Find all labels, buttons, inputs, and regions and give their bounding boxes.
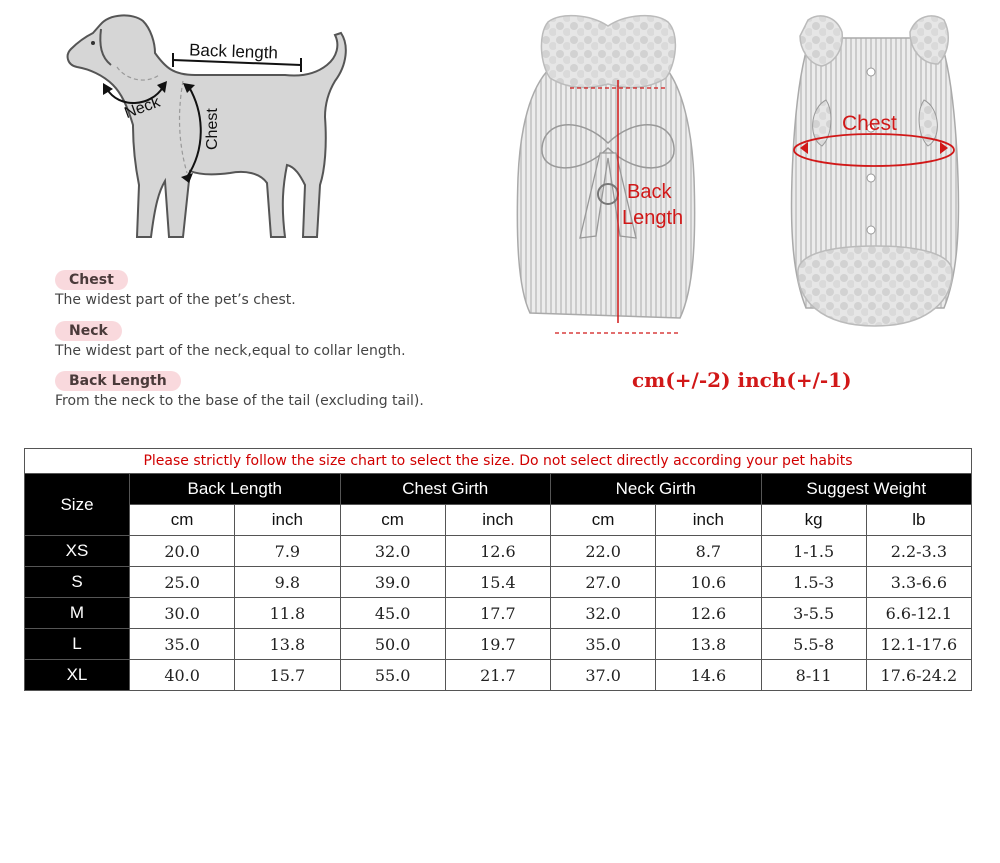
coat-front-collar: [541, 16, 675, 88]
coat-button: [867, 174, 875, 182]
table-cell: 32.0: [340, 536, 445, 567]
table-cell: 14.6: [656, 660, 761, 691]
garment-chest-label: Chest: [842, 112, 897, 135]
unit-header: lb: [866, 505, 971, 536]
table-cell: 50.0: [340, 629, 445, 660]
measurement-tolerance: cm(+/-2) inch(+/-1): [632, 368, 852, 392]
dog-measurement-diagram: [55, 5, 355, 250]
table-cell: 12.6: [656, 598, 761, 629]
size-cell: XS: [25, 536, 130, 567]
size-chart-notice: Please strictly follow the size chart to select the size. Do not select directly according your pet habits: [25, 449, 972, 474]
table-cell: 20.0: [130, 536, 235, 567]
table-cell: 8-11: [761, 660, 866, 691]
table-cell: 12.1-17.6: [866, 629, 971, 660]
table-cell: 27.0: [551, 567, 656, 598]
note-label-back-length: Back Length: [55, 371, 181, 391]
note-label-neck: Neck: [55, 321, 122, 341]
table-cell: 45.0: [340, 598, 445, 629]
table-cell: 30.0: [130, 598, 235, 629]
size-cell: L: [25, 629, 130, 660]
table-cell: 21.7: [445, 660, 550, 691]
table-cell: 15.7: [235, 660, 340, 691]
table-cell: 11.8: [235, 598, 340, 629]
unit-header: cm: [340, 505, 445, 536]
table-cell: 55.0: [340, 660, 445, 691]
size-chart-table: [24, 448, 972, 691]
notice-row: [25, 449, 972, 474]
table-cell: 19.7: [445, 629, 550, 660]
table-cell: 13.8: [656, 629, 761, 660]
unit-header: kg: [761, 505, 866, 536]
note-text-neck: The widest part of the neck,equal to collar length.: [55, 343, 406, 359]
group-header-suggest-weight: Suggest Weight: [761, 474, 972, 505]
table-cell: 35.0: [551, 629, 656, 660]
table-cell: 7.9: [235, 536, 340, 567]
unit-header: cm: [130, 505, 235, 536]
table-row: [25, 567, 972, 598]
header-row-groups: [25, 474, 972, 505]
table-cell: 40.0: [130, 660, 235, 691]
table-cell: 6.6-12.1: [866, 598, 971, 629]
group-header-back-length: Back Length: [130, 474, 341, 505]
size-cell: M: [25, 598, 130, 629]
group-header-chest-girth: Chest Girth: [340, 474, 551, 505]
table-cell: 5.5-8: [761, 629, 866, 660]
table-cell: 8.7: [656, 536, 761, 567]
table-row: [25, 598, 972, 629]
table-cell: 3.3-6.6: [866, 567, 971, 598]
size-cell: S: [25, 567, 130, 598]
table-row: [25, 536, 972, 567]
table-cell: 1-1.5: [761, 536, 866, 567]
coat-back-view: [770, 8, 980, 338]
table-cell: 3-5.5: [761, 598, 866, 629]
table-row: [25, 660, 972, 691]
table-cell: 22.0: [551, 536, 656, 567]
table-cell: 13.8: [235, 629, 340, 660]
garment-back-label-line1: Back: [627, 181, 672, 203]
table-cell: 25.0: [130, 567, 235, 598]
table-cell: 39.0: [340, 567, 445, 598]
coat-button: [867, 226, 875, 234]
group-header-neck-girth: Neck Girth: [551, 474, 762, 505]
unit-header: cm: [551, 505, 656, 536]
table-cell: 35.0: [130, 629, 235, 660]
note-text-back-length: From the neck to the base of the tail (excluding tail).: [55, 393, 424, 409]
size-cell: XL: [25, 660, 130, 691]
note-label-chest: Chest: [55, 270, 128, 290]
table-cell: 9.8: [235, 567, 340, 598]
note-text-chest: The widest part of the pet’s chest.: [55, 292, 296, 308]
table-cell: 37.0: [551, 660, 656, 691]
table-cell: 17.6-24.2: [866, 660, 971, 691]
header-row-units: [25, 505, 972, 536]
coat-front-view: [500, 8, 720, 338]
unit-header: inch: [445, 505, 550, 536]
neck-label: Neck: [122, 93, 163, 123]
back-length-label: Back length: [188, 40, 279, 63]
chest-diagram-label: Chest: [204, 108, 221, 150]
unit-header: inch: [656, 505, 761, 536]
dog-eye: [91, 41, 95, 45]
table-cell: 12.6: [445, 536, 550, 567]
table-cell: 10.6: [656, 567, 761, 598]
table-cell: 17.7: [445, 598, 550, 629]
size-column-header: Size: [25, 474, 130, 536]
table-cell: 1.5-3: [761, 567, 866, 598]
table-cell: 15.4: [445, 567, 550, 598]
garment-back-label-line2: Length: [622, 207, 684, 229]
table-cell: 2.2-3.3: [866, 536, 971, 567]
coat-button: [867, 68, 875, 76]
coat-back-fur-hem: [798, 246, 952, 326]
unit-header: inch: [235, 505, 340, 536]
table-row: [25, 629, 972, 660]
table-cell: 32.0: [551, 598, 656, 629]
